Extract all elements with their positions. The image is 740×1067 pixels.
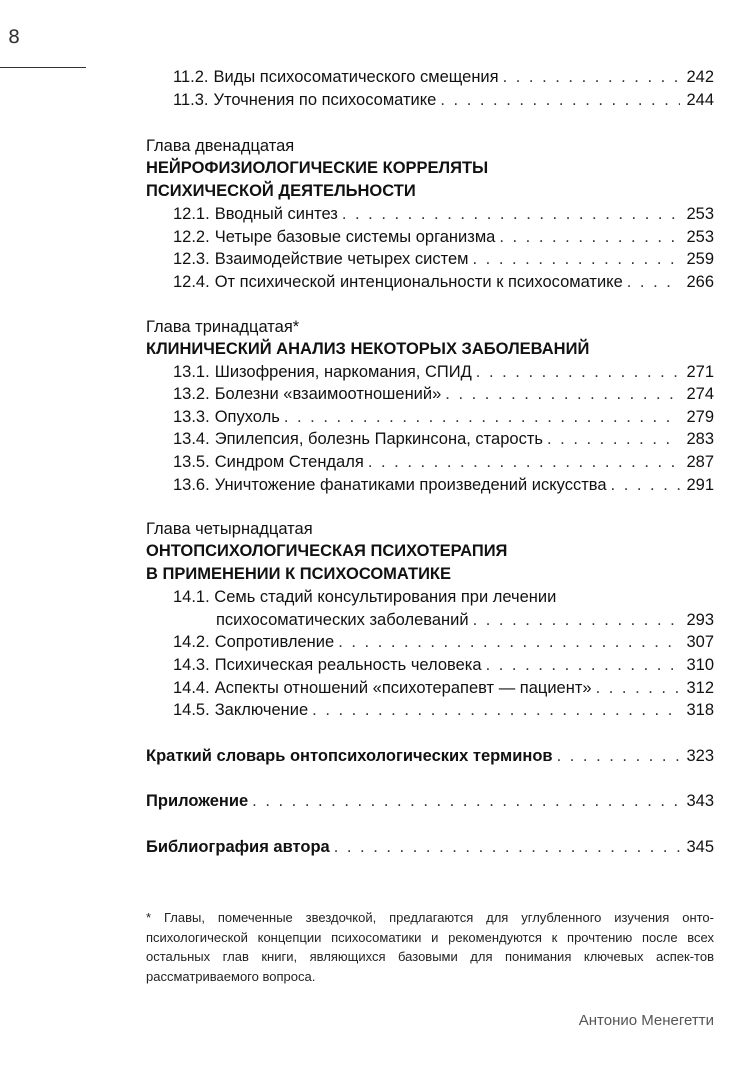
entry-title: Болезни «взаимоотношений» bbox=[214, 385, 442, 404]
chapter-title[interactable]: В ПРИМЕНЕНИИ К ПСИХОСОМАТИКЕ bbox=[146, 565, 452, 584]
chapter-title[interactable]: КЛИНИЧЕСКИЙ АНАЛИЗ НЕКОТОРЫХ ЗАБОЛЕВАНИЙ bbox=[146, 339, 590, 358]
dot-leader bbox=[557, 745, 680, 768]
dot-leader bbox=[473, 609, 680, 632]
dot-leader bbox=[499, 226, 680, 249]
toc-entry-appendix[interactable] bbox=[146, 790, 714, 813]
chapter-title[interactable]: ОНТОПСИХОЛОГИЧЕСКАЯ ПСИХОТЕРАПИЯ bbox=[146, 542, 508, 561]
entry-page: 253 bbox=[686, 227, 714, 246]
entry-page: 274 bbox=[686, 385, 714, 404]
dot-leader bbox=[445, 383, 680, 406]
entry-page: 345 bbox=[686, 837, 714, 856]
entry-title: Сопротивление bbox=[214, 633, 335, 652]
entry-page: 244 bbox=[686, 90, 714, 109]
dot-leader bbox=[611, 474, 680, 497]
chapter-14 bbox=[146, 518, 714, 722]
toc-entry-bibliography[interactable] bbox=[146, 836, 714, 859]
entry-page: 259 bbox=[686, 250, 714, 269]
entry-page: 293 bbox=[686, 610, 714, 629]
entry-title: Библиография автора bbox=[146, 837, 330, 856]
toc-entry[interactable] bbox=[146, 66, 714, 89]
chapter-label: Глава четырнадцатая bbox=[146, 520, 313, 539]
dot-leader bbox=[312, 699, 680, 722]
dot-leader bbox=[368, 451, 680, 474]
dot-leader bbox=[596, 677, 680, 700]
entry-title: Аспекты отношений «психотерапевт — пациент» bbox=[214, 678, 592, 697]
entry-number: 13.2. bbox=[173, 385, 210, 404]
running-footer-author: Антонио Менегетти bbox=[578, 1012, 714, 1029]
chapter-label: Глава тринадцатая* bbox=[146, 317, 300, 336]
entry-title: Вводный синтез bbox=[214, 205, 338, 224]
entry-title-continued: психосоматических заболеваний bbox=[216, 610, 469, 629]
dot-leader bbox=[342, 203, 680, 226]
entry-title: Виды психосоматического смещения bbox=[213, 68, 499, 86]
toc-entry[interactable] bbox=[146, 677, 714, 700]
toc-entry[interactable] bbox=[146, 248, 714, 271]
entry-title: Уточнения по психосоматике bbox=[213, 90, 437, 109]
entry-page: 312 bbox=[686, 678, 714, 697]
entry-page: 279 bbox=[686, 407, 714, 426]
entry-number: 11.3. bbox=[173, 90, 209, 109]
entry-title: Опухоль bbox=[214, 407, 280, 426]
chapter-13 bbox=[146, 316, 714, 497]
footnote: * Главы, помеченные звездочкой, предлагаются для углубленного изучения онто-психологической концепции психосоматики и рекомендуются к прочтению после всех остальных глав книги, являющихся базовыми для понимания ключевых аспек-тов рассматриваемого вопроса. bbox=[146, 910, 714, 984]
dot-leader bbox=[547, 428, 680, 451]
entry-number: 14.3. bbox=[173, 655, 210, 674]
toc-entry[interactable] bbox=[146, 451, 714, 474]
table-of-contents bbox=[146, 66, 714, 858]
entry-number: 14.2. bbox=[173, 633, 210, 652]
entry-title: Взаимодействие четырех систем bbox=[214, 250, 469, 269]
entry-title: Эпилепсия, болезнь Паркинсона, старость bbox=[214, 430, 543, 449]
toc-entry[interactable] bbox=[146, 428, 714, 451]
chapter-label: Глава двенадцатая bbox=[146, 137, 295, 156]
chapter-11-continued bbox=[146, 66, 714, 111]
toc-entry[interactable] bbox=[146, 474, 714, 497]
entry-number: 12.2. bbox=[173, 227, 210, 246]
dot-leader bbox=[440, 89, 680, 112]
entry-title: Четыре базовые системы организма bbox=[214, 227, 496, 246]
entry-page: 287 bbox=[686, 452, 714, 471]
entry-number: 13.5. bbox=[173, 452, 210, 471]
entry-page: 343 bbox=[686, 792, 714, 811]
entry-number: 14.1. bbox=[173, 588, 210, 607]
toc-entry[interactable] bbox=[146, 654, 714, 677]
dot-leader bbox=[486, 654, 680, 677]
entry-title: Уничтожение фанатиками произведений искусства bbox=[214, 475, 607, 494]
entry-number: 11.2. bbox=[173, 68, 209, 86]
entry-title: Психическая реальность человека bbox=[214, 655, 482, 674]
toc-entry[interactable] bbox=[146, 586, 714, 631]
entry-page: 283 bbox=[686, 430, 714, 449]
toc-entry[interactable] bbox=[146, 226, 714, 249]
entry-number: 14.4. bbox=[173, 678, 210, 697]
entry-title: Шизофрения, наркомания, СПИД bbox=[214, 362, 472, 381]
entry-title: Семь стадий консультирования при лечении bbox=[214, 588, 557, 607]
toc-entry[interactable] bbox=[146, 406, 714, 429]
entry-number: 13.6. bbox=[173, 475, 210, 494]
entry-page: 318 bbox=[686, 701, 714, 720]
dot-leader bbox=[472, 248, 680, 271]
dot-leader bbox=[476, 361, 680, 384]
entry-page: 242 bbox=[686, 68, 714, 86]
entry-title: Краткий словарь онтопсихологических терминов bbox=[146, 746, 553, 765]
toc-entry[interactable] bbox=[146, 203, 714, 226]
entry-number: 13.3. bbox=[173, 407, 210, 426]
entry-number: 13.4. bbox=[173, 430, 210, 449]
entry-title: Приложение bbox=[146, 792, 249, 811]
toc-entry[interactable] bbox=[146, 631, 714, 654]
dot-leader bbox=[338, 631, 680, 654]
entry-title: Синдром Стендаля bbox=[214, 452, 364, 471]
toc-entry[interactable] bbox=[146, 699, 714, 722]
toc-entry[interactable] bbox=[146, 271, 714, 294]
entry-title-line1 bbox=[173, 586, 714, 609]
entry-page: 323 bbox=[686, 746, 714, 765]
entry-number: 14.5. bbox=[173, 701, 210, 720]
entry-number: 12.1. bbox=[173, 205, 210, 224]
dot-leader bbox=[334, 836, 680, 859]
page-number-rule bbox=[0, 67, 86, 68]
entry-number: 12.4. bbox=[173, 272, 210, 291]
entry-title-line2 bbox=[173, 609, 714, 632]
toc-entry[interactable] bbox=[146, 89, 714, 112]
entry-page: 271 bbox=[686, 362, 714, 381]
dot-leader bbox=[503, 66, 680, 89]
entry-page: 253 bbox=[686, 205, 714, 224]
toc-entry-glossary[interactable] bbox=[146, 745, 714, 768]
entry-title: Заключение bbox=[214, 701, 309, 720]
entry-title: От психической интенциональности к психосоматике bbox=[214, 272, 623, 291]
entry-page: 310 bbox=[686, 655, 714, 674]
chapter-title[interactable]: НЕЙРОФИЗИОЛОГИЧЕСКИЕ КОРРЕЛЯТЫ bbox=[146, 159, 489, 178]
toc-entry[interactable] bbox=[146, 361, 714, 384]
dot-leader bbox=[627, 271, 680, 294]
dot-leader bbox=[284, 406, 680, 429]
dot-leader bbox=[252, 790, 680, 813]
page-number: 8 bbox=[8, 26, 21, 48]
entry-number: 13.1. bbox=[173, 362, 210, 381]
entry-page: 307 bbox=[686, 633, 714, 652]
entry-page: 266 bbox=[686, 272, 714, 291]
toc-entry[interactable] bbox=[146, 383, 714, 406]
chapter-12 bbox=[146, 135, 714, 293]
entry-page: 291 bbox=[686, 475, 714, 494]
entry-number: 12.3. bbox=[173, 250, 210, 269]
chapter-title[interactable]: ПСИХИЧЕСКОЙ ДЕЯТЕЛЬНОСТИ bbox=[146, 182, 416, 201]
